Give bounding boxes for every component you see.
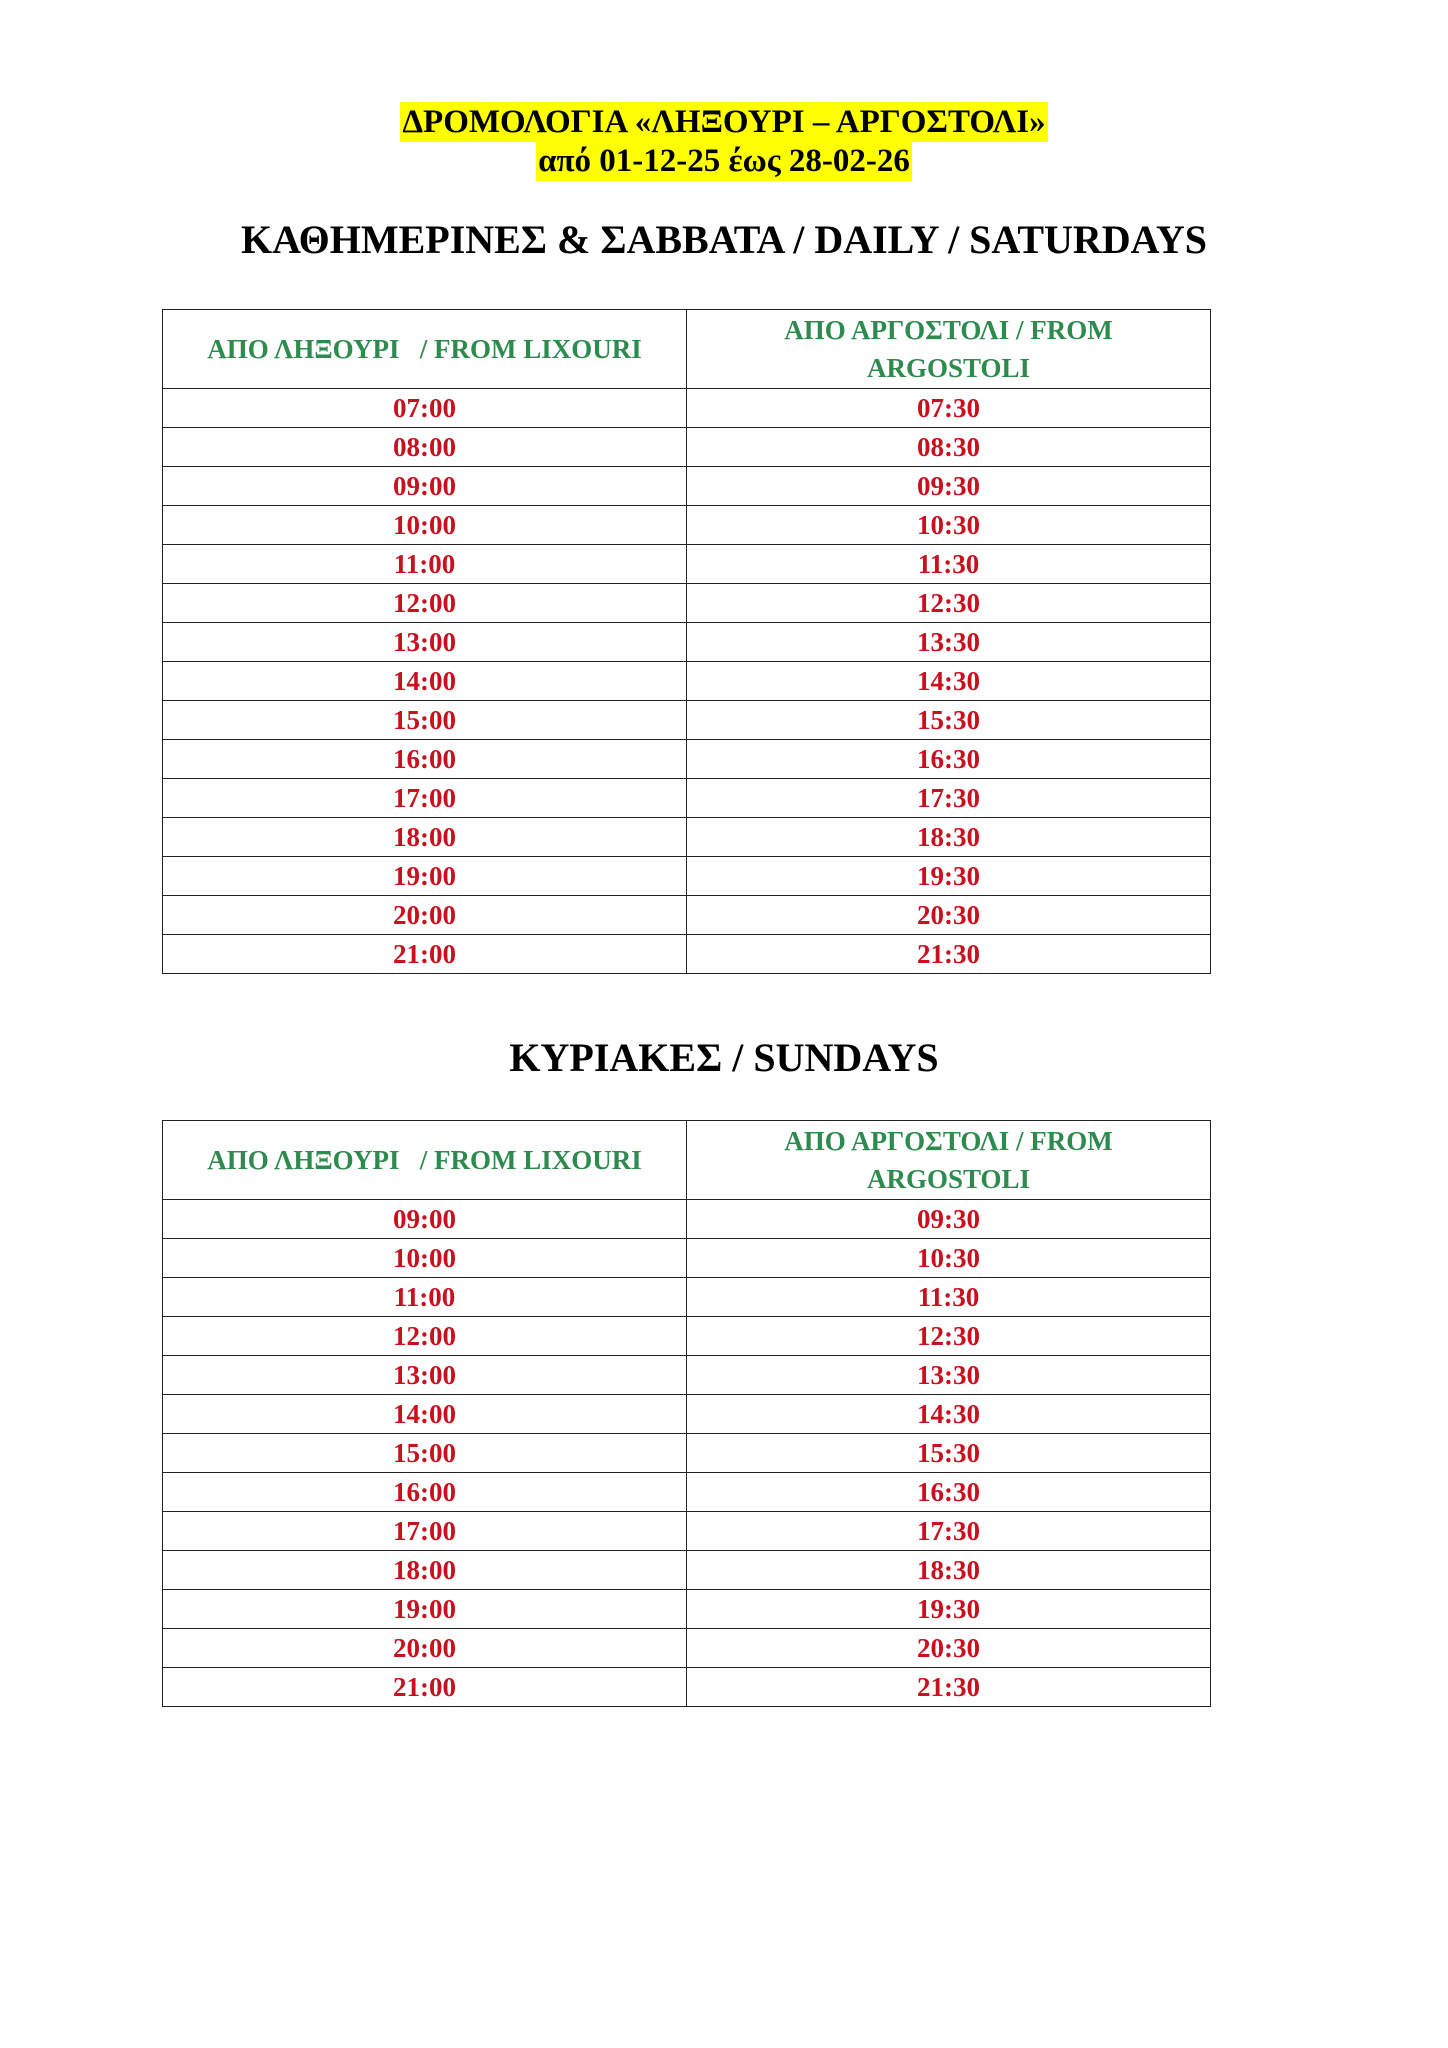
table-row <box>163 740 1211 779</box>
table-row <box>163 1278 1211 1317</box>
table-row <box>163 1590 1211 1629</box>
section-heading-sundays: ΚΥΡΙΑΚΕΣ / SUNDAYS <box>509 1035 939 1080</box>
section-heading-daily: ΚΑΘΗΜΕΡΙΝΕΣ & ΣΑΒΒΑΤΑ / DAILY / SATURDAYS <box>240 217 1208 262</box>
departure-lixouri-time: 20:00 <box>163 1629 687 1668</box>
table-row <box>163 701 1211 740</box>
table-row <box>163 1200 1211 1239</box>
departure-argostoli-time: 20:30 <box>687 896 1211 935</box>
table-row <box>163 1668 1211 1707</box>
table-row <box>163 1317 1211 1356</box>
departure-lixouri-time: 21:00 <box>163 1668 687 1707</box>
table-row <box>163 1512 1211 1551</box>
column-header-from-argostoli: ΑΠΟ ΑΡΓΟΣΤΟΛΙ / FROM ARGOSTOLI <box>687 310 1211 389</box>
departure-lixouri-time: 11:00 <box>163 545 687 584</box>
departure-lixouri-time: 15:00 <box>163 701 687 740</box>
departure-argostoli-time: 07:30 <box>687 389 1211 428</box>
departure-argostoli-time: 09:30 <box>687 467 1211 506</box>
table-row <box>163 1551 1211 1590</box>
departure-lixouri-time: 18:00 <box>163 1551 687 1590</box>
departure-lixouri-time: 19:00 <box>163 1590 687 1629</box>
table-row <box>163 857 1211 896</box>
departure-argostoli-time: 14:30 <box>687 1395 1211 1434</box>
table-header-row <box>163 1121 1211 1200</box>
departure-lixouri-time: 17:00 <box>163 1512 687 1551</box>
departure-argostoli-time: 19:30 <box>687 1590 1211 1629</box>
departure-argostoli-time: 21:30 <box>687 935 1211 974</box>
table-row <box>163 623 1211 662</box>
departure-lixouri-time: 21:00 <box>163 935 687 974</box>
departure-argostoli-time: 19:30 <box>687 857 1211 896</box>
departure-lixouri-time: 08:00 <box>163 428 687 467</box>
departure-argostoli-time: 13:30 <box>687 1356 1211 1395</box>
column-header-from-argostoli: ΑΠΟ ΑΡΓΟΣΤΟΛΙ / FROM ARGOSTOLI <box>687 1121 1211 1200</box>
departure-lixouri-time: 20:00 <box>163 896 687 935</box>
sunday-schedule-body <box>163 1200 1211 1707</box>
table-row <box>163 467 1211 506</box>
document-title: ΔΡΟΜΟΛΟΓΙΑ «ΛΗΞΟΥΡΙ – ΑΡΓΟΣΤΟΛΙ» <box>402 104 1046 140</box>
departure-lixouri-time: 16:00 <box>163 740 687 779</box>
departure-argostoli-time: 08:30 <box>687 428 1211 467</box>
departure-argostoli-time: 16:30 <box>687 740 1211 779</box>
departure-argostoli-time: 12:30 <box>687 1317 1211 1356</box>
departure-lixouri-time: 12:00 <box>163 584 687 623</box>
departure-lixouri-time: 18:00 <box>163 818 687 857</box>
departure-lixouri-time: 09:00 <box>163 467 687 506</box>
departure-lixouri-time: 13:00 <box>163 1356 687 1395</box>
departure-argostoli-time: 16:30 <box>687 1473 1211 1512</box>
table-row <box>163 818 1211 857</box>
table-row <box>163 389 1211 428</box>
departure-argostoli-time: 15:30 <box>687 701 1211 740</box>
departure-argostoli-time: 11:30 <box>687 545 1211 584</box>
departure-argostoli-time: 17:30 <box>687 779 1211 818</box>
departure-lixouri-time: 11:00 <box>163 1278 687 1317</box>
departure-lixouri-time: 14:00 <box>163 1395 687 1434</box>
departure-argostoli-time: 20:30 <box>687 1629 1211 1668</box>
departure-lixouri-time: 16:00 <box>163 1473 687 1512</box>
departure-argostoli-time: 09:30 <box>687 1200 1211 1239</box>
departure-argostoli-time: 18:30 <box>687 1551 1211 1590</box>
departure-lixouri-time: 10:00 <box>163 506 687 545</box>
departure-argostoli-time: 17:30 <box>687 1512 1211 1551</box>
table-row <box>163 1239 1211 1278</box>
table-row <box>163 935 1211 974</box>
table-row <box>163 584 1211 623</box>
table-row <box>163 662 1211 701</box>
departure-lixouri-time: 17:00 <box>163 779 687 818</box>
departure-lixouri-time: 07:00 <box>163 389 687 428</box>
departure-lixouri-time: 14:00 <box>163 662 687 701</box>
departure-lixouri-time: 12:00 <box>163 1317 687 1356</box>
document-title-block <box>0 102 1448 181</box>
column-header-from-lixouri: ΑΠΟ ΛΗΞΟΥΡΙ / FROM LIXOURI <box>163 310 687 389</box>
departure-lixouri-time: 10:00 <box>163 1239 687 1278</box>
date-range-subtitle: από 01-12-25 έως 28-02-26 <box>538 143 910 179</box>
table-row <box>163 545 1211 584</box>
table-header-row <box>163 310 1211 389</box>
departure-argostoli-time: 10:30 <box>687 506 1211 545</box>
daily-schedule-body <box>163 389 1211 974</box>
sunday-schedule-table <box>162 1120 1211 1707</box>
departure-argostoli-time: 13:30 <box>687 623 1211 662</box>
table-row <box>163 779 1211 818</box>
table-row <box>163 896 1211 935</box>
table-row <box>163 1473 1211 1512</box>
departure-argostoli-time: 14:30 <box>687 662 1211 701</box>
table-row <box>163 506 1211 545</box>
column-header-from-lixouri: ΑΠΟ ΛΗΞΟΥΡΙ / FROM LIXOURI <box>163 1121 687 1200</box>
departure-argostoli-time: 15:30 <box>687 1434 1211 1473</box>
departure-lixouri-time: 13:00 <box>163 623 687 662</box>
departure-argostoli-time: 18:30 <box>687 818 1211 857</box>
departure-argostoli-time: 21:30 <box>687 1668 1211 1707</box>
departure-argostoli-time: 10:30 <box>687 1239 1211 1278</box>
departure-argostoli-time: 12:30 <box>687 584 1211 623</box>
departure-lixouri-time: 19:00 <box>163 857 687 896</box>
departure-lixouri-time: 15:00 <box>163 1434 687 1473</box>
table-row <box>163 1629 1211 1668</box>
table-row <box>163 1434 1211 1473</box>
table-row <box>163 1356 1211 1395</box>
daily-schedule-table <box>162 309 1211 974</box>
departure-lixouri-time: 09:00 <box>163 1200 687 1239</box>
table-row <box>163 1395 1211 1434</box>
table-row <box>163 428 1211 467</box>
departure-argostoli-time: 11:30 <box>687 1278 1211 1317</box>
